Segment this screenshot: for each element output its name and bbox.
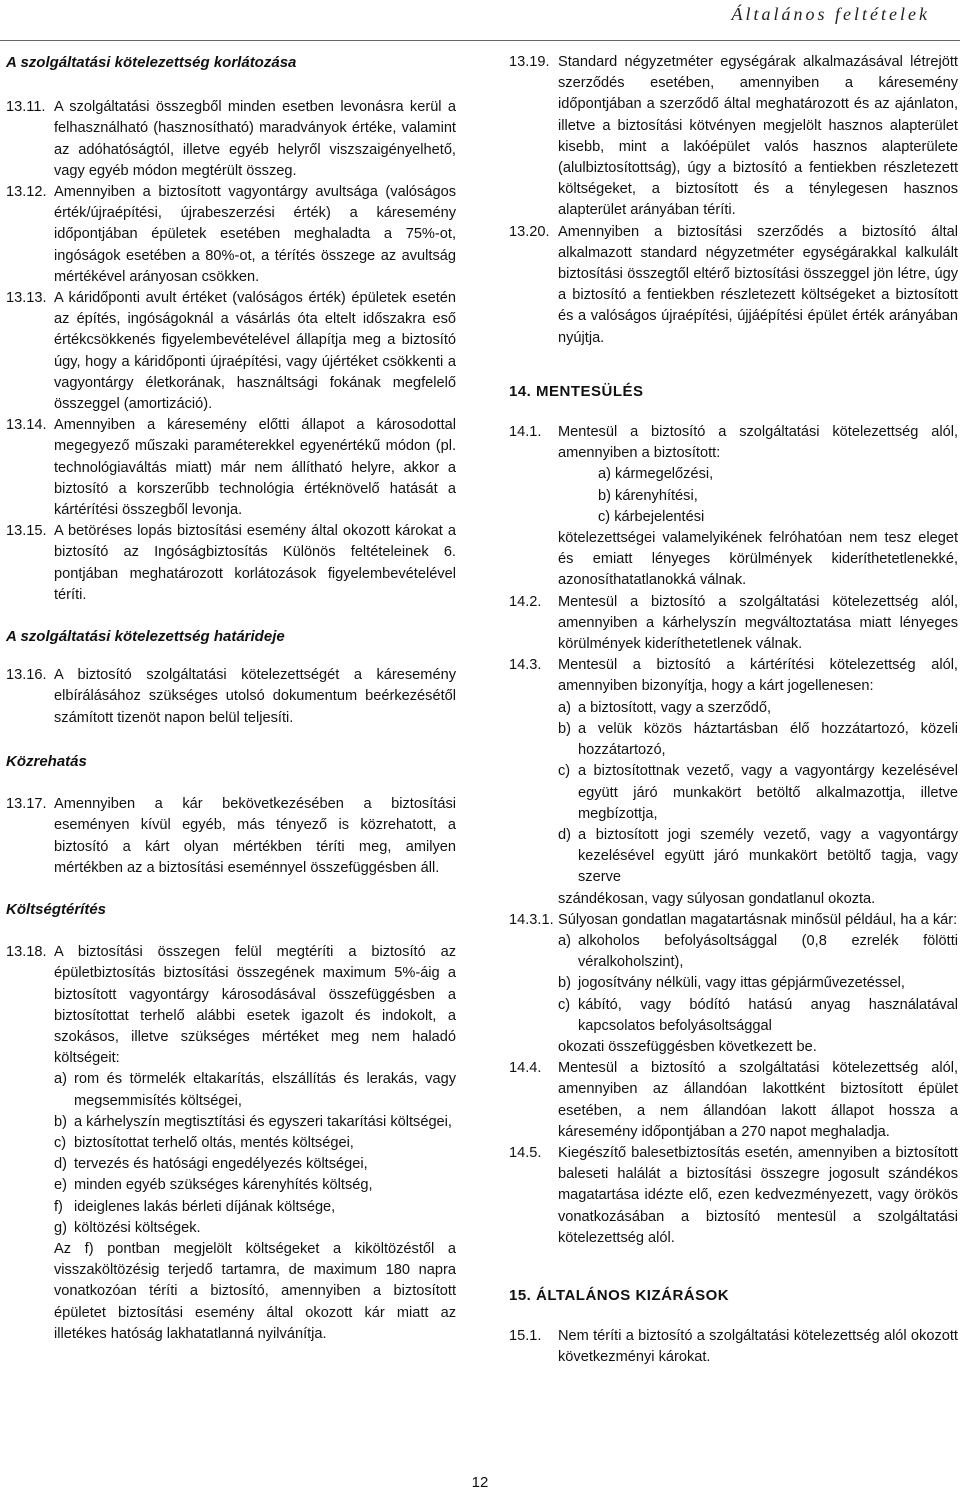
clause-14-3-1 bbox=[509, 910, 958, 1058]
item-label: c) bbox=[558, 996, 571, 1013]
list-item bbox=[558, 995, 958, 1037]
clause-15-1 bbox=[509, 1326, 958, 1368]
item-text: rom és törmelék eltakarítás, elszállítás és lerakás, vagy megsemmisítés költségei, bbox=[74, 1071, 456, 1109]
item-label: a) bbox=[558, 699, 571, 716]
clause-body bbox=[558, 422, 958, 592]
item-label: g) bbox=[54, 1219, 67, 1236]
clause-text: A biztosító szolgáltatási kötelezettségét a káresemény elbírálásához szükséges utolsó dokumentum beérkezésétől számított tizenöt napon belül teljesíti. bbox=[54, 667, 456, 726]
page-number: 12 bbox=[471, 1474, 489, 1491]
list-item bbox=[54, 1175, 456, 1196]
clause-13-20 bbox=[509, 222, 958, 349]
clause-tail-text: okozati összefüggésben következett be. bbox=[558, 1038, 817, 1055]
clause-number: 13.18. bbox=[6, 944, 47, 961]
clause-number: 13.20. bbox=[509, 223, 550, 240]
clause-text: Súlyosan gondatlan magatartásnak minősül például, ha a kár: bbox=[558, 911, 958, 928]
clause-number: 14.5. bbox=[509, 1144, 542, 1161]
clause-tail-text: szándékosan, vagy súlyosan gondatlanul okozta. bbox=[558, 890, 876, 907]
clause-text: Nem téríti a biztosító a szolgáltatási kötelezettség alól okozott következményi károkat. bbox=[558, 1328, 958, 1366]
header-title: Általános feltételek bbox=[731, 4, 930, 24]
clause-text: Amennyiben a biztosított vagyontárgy avultsága (valóságos érték/újraépítési, újrabeszerzési érték) a káresemény időpontjában épületek esetében meghaladta a 75%-ot, ingóságok esetében a 80%-ot, a térítés összege az avultság mértékével arányosan csökken. bbox=[54, 184, 456, 285]
page-header bbox=[0, 0, 960, 41]
clause-13-15 bbox=[6, 521, 456, 606]
item-text: kábító, vagy bódító hatású anyag használatával kapcsolatos befolyásoltsággal bbox=[578, 996, 958, 1034]
item-label: e) bbox=[54, 1177, 67, 1194]
item-label: d) bbox=[54, 1156, 67, 1173]
list-item bbox=[54, 1112, 456, 1133]
clause-14-2 bbox=[509, 592, 958, 656]
clause-body bbox=[558, 910, 958, 1058]
clause-number: 13.11. bbox=[6, 99, 46, 116]
list-item bbox=[558, 719, 958, 761]
clause-number: 13.13. bbox=[6, 290, 47, 307]
list-item bbox=[54, 1154, 456, 1175]
item-text: alkoholos befolyásoltsággal (0,8 ezrelék fölötti véralkoholszint), bbox=[578, 932, 958, 971]
section-heading-contribution: Közrehatás bbox=[6, 752, 87, 770]
clause-body bbox=[558, 655, 958, 909]
clause-13-13 bbox=[6, 288, 456, 415]
item-label: d) bbox=[558, 826, 571, 843]
clause-number: 13.14. bbox=[6, 417, 47, 434]
item-label: c) bbox=[54, 1134, 67, 1151]
clause-text: Amennyiben a kár bekövetkezésében a biztosítási eseményen kívül egyéb, más tényező is közrehatott, a biztosító a kárt olyan mértékben téríti meg, amilyen mértékben az a biztosítási eseménnyel összefüggésben áll. bbox=[54, 796, 456, 876]
item-text: a velük közös háztartásban élő hozzátartozó, közeli hozzátartozó, bbox=[578, 720, 958, 759]
item-label: b) bbox=[558, 975, 571, 992]
list-item bbox=[558, 761, 958, 825]
item-text: jogosítvány nélküli, vagy ittas gépjárművezetéssel, bbox=[578, 975, 905, 992]
list-item bbox=[558, 698, 958, 719]
item-text: minden egyéb szükséges kárenyhítés költség, bbox=[74, 1177, 373, 1194]
clause-14-1 bbox=[509, 422, 958, 592]
clause-14-5 bbox=[509, 1143, 958, 1249]
item-label: b) bbox=[558, 720, 571, 737]
clause-13-12 bbox=[6, 182, 456, 288]
right-column bbox=[509, 52, 958, 1369]
clause-13-19 bbox=[509, 52, 958, 222]
clause-text: Mentesül a biztosító a szolgáltatási kötelezettség alól, amennyiben a kárhelyszín megváltoztatása miatt lényeges körülmények kideríthetetlenek válnak. bbox=[558, 593, 958, 653]
list-item bbox=[54, 1197, 456, 1218]
clause-13-11 bbox=[6, 97, 456, 182]
list-item: b) kárenyhítési, bbox=[598, 487, 698, 504]
clause-14-4 bbox=[509, 1058, 958, 1143]
clause-13-16 bbox=[6, 665, 456, 729]
clause-tail-text: Az f) pontban megjelölt költségeket a kiköltözéstől a visszaköltözésig terjedő tartamra, de maximum 180 napra vonatkozóan téríti a biztosító, amennyiben a biztosított épületet biztosítási esemény által okozott kár miatt az illetékes hatóság lakhatatlanná nyilvánítja. bbox=[54, 1240, 456, 1342]
list-item: a) kármegelőzési, bbox=[598, 466, 714, 483]
clause-text: Amennyiben a biztosítási szerződés a biztosító által alkalmazott standard négyzetméter egységárakkal kalkulált biztosítási összegtől eltérő biztosítási összeggel jön létre, úgy a biztosító a fentiekben részletezett költségeket a biztosított és a valóságos újraépítési, újjáépítési épület érték arányában nyújtja. bbox=[558, 223, 958, 346]
item-text: költözési költségek. bbox=[74, 1219, 201, 1236]
clause-number: 15.1. bbox=[509, 1328, 542, 1345]
section-heading-14: 14. MENTESÜLÉS bbox=[509, 382, 644, 400]
list-item bbox=[558, 973, 958, 994]
item-label: a) bbox=[54, 1071, 67, 1088]
clause-text: Standard négyzetméter egységárak alkalmazásával létrejött szerződés esetében, amennyiben a káresemény időpontjában a szerződő által meghatározott és az ajánlaton, illetve a biztosítási kötvényen megjelölt hasznos alapterület kisebb, mint a lakóépület valós hasznos alapterülete (alulbiztosítottság), úgy a biztosító a fentiekben részletezett költségeket, a biztosított és a ténylegesen hasznos alapterület arányában téríti. bbox=[558, 54, 958, 219]
clause-text: A szolgáltatási összegből minden esetben levonásra kerül a felhasználható (hasznosítható) maradványok értéke, valamint az adóhatóságtól, illetve egyéb helyről viszszaigényelhető, vagy egyéb módon megtérült összeg. bbox=[54, 99, 456, 179]
clause-number: 13.16. bbox=[6, 667, 47, 684]
item-text: a biztosított jogi személy vezető, vagy a vagyontárgy kezelésével együtt járó munkakört betöltő tagja, vagy szerve bbox=[578, 826, 958, 886]
clause-text: Mentesül a biztosító a kártérítési kötelezettség alól, amennyiben bizonyítja, hogy a kárt jogellenesen: bbox=[558, 657, 958, 695]
item-label: b) bbox=[54, 1113, 67, 1130]
clause-text: Mentesül a biztosító a szolgáltatási kötelezettség alól, amennyiben a biztosított: bbox=[558, 424, 958, 462]
item-label: f) bbox=[54, 1198, 63, 1215]
clause-text: A biztosítási összegen felül megtéríti a biztosító az épületbiztosítás biztosítási összegének maximum 5%-áig a biztosított vagyontárgy károsodásával összefüggésben a biztosítottat terhelő alábbi esetek igazolt és indokolt, a szokásos, illetve szükséges mértéket meg nem haladó költségeit: bbox=[54, 944, 456, 1067]
item-text: a biztosítottnak vezető, vagy a vagyontárgy kezelésével együtt járó munkakört betöltő alkalmazottja, illetve megbízottja, bbox=[578, 763, 958, 822]
clause-number: 14.2. bbox=[509, 593, 542, 610]
clause-13-17 bbox=[6, 794, 456, 879]
clause-text: Amennyiben a káresemény előtti állapot a károsodottal megegyező műszaki paraméterekkel egyenértékű módon (pl. technológiaváltás miatt) már nem állítható helyre, akkor a biztosító a korszerűbb technológia értéknövelő hatását a kártérítési összegből levonja. bbox=[54, 417, 456, 519]
list-item: c) kárbejelentési bbox=[598, 508, 705, 525]
section-heading-costs: Költségtérítés bbox=[6, 900, 107, 918]
list-item bbox=[558, 825, 958, 889]
clause-14-3 bbox=[509, 655, 958, 909]
clause-number: 14.1. bbox=[509, 424, 542, 441]
section-heading-limitations: A szolgáltatási kötelezettség korlátozása bbox=[6, 54, 297, 71]
clause-number: 14.3.1. bbox=[509, 911, 554, 928]
item-text: tervezés és hatósági engedélyezés költségei, bbox=[74, 1156, 368, 1173]
item-text: a biztosított, vagy a szerződő, bbox=[578, 699, 772, 716]
clause-text: A káridőponti avult értéket (valóságos érték) épületek esetén az építés, ingóságoknál a vásárlás óta eltelt időszakra eső értékcsökkenés figyelembevételével állapítja meg a biztosító úgy, hogy a káridőponti újraépítési, vagy újértéket csökkenti a vagyontárgy életkorának, használtsági fokának megfelelő összeggel (amortizáció). bbox=[54, 290, 456, 413]
left-column bbox=[6, 52, 456, 1345]
item-text: a kárhelyszín megtisztítási és egyszeri takarítási költségei, bbox=[74, 1113, 452, 1130]
list-item bbox=[558, 931, 958, 973]
clause-number: 14.3. bbox=[509, 657, 542, 674]
clause-number: 13.15. bbox=[6, 523, 47, 540]
list-item bbox=[54, 1218, 456, 1239]
item-text: biztosítottat terhelő oltás, mentés költségei, bbox=[74, 1134, 354, 1151]
clause-text: Kiegészítő balesetbiztosítás esetén, amennyiben a biztosított baleseti halálát a biztosítási összegre jogosult szándékos magatartása idézte elő, ezen kedvezményezett, vagy örökös vonatkozásában a biztosító mentesül a szolgáltatási kötelezettség alól. bbox=[558, 1144, 958, 1246]
section-heading-15: 15. ÁLTALÁNOS KIZÁRÁSOK bbox=[509, 1286, 730, 1304]
clause-13-18 bbox=[6, 942, 456, 1345]
list-item bbox=[54, 1133, 456, 1154]
clause-tail-text: kötelezettségei valamelyikének felróhatóan nem tesz eleget és emiatt lényeges körülmények kideríthetetlenekké, azonosíthatatlanokká válnak. bbox=[558, 530, 958, 589]
clause-number: 14.4. bbox=[509, 1060, 542, 1077]
item-text: ideiglenes lakás bérleti díjának költsége, bbox=[74, 1198, 336, 1215]
section-heading-deadline: A szolgáltatási kötelezettség határideje bbox=[6, 628, 285, 646]
clause-number: 13.19. bbox=[509, 54, 550, 70]
list-item bbox=[54, 1069, 456, 1111]
clause-text: Mentesül a biztosító a szolgáltatási kötelezettség alól, amennyiben az állandóan lakottként biztosított épület esetében, a nem állandóan lakott állapot hossza a káresemény időpontjában a 270 napot meghaladja. bbox=[558, 1060, 958, 1140]
clause-number: 13.17. bbox=[6, 796, 47, 813]
clause-number: 13.12. bbox=[6, 184, 47, 201]
item-label: a) bbox=[558, 932, 571, 949]
item-label: c) bbox=[558, 763, 571, 780]
clause-body bbox=[54, 942, 456, 1345]
clause-13-14 bbox=[6, 415, 456, 521]
clause-text: A betöréses lopás biztosítási esemény által okozott károkat a biztosító az Ingóságbiztosítás Különös feltételeinek 6. pontjában meghatározott korlátozások figyelembevételével téríti. bbox=[54, 523, 456, 603]
